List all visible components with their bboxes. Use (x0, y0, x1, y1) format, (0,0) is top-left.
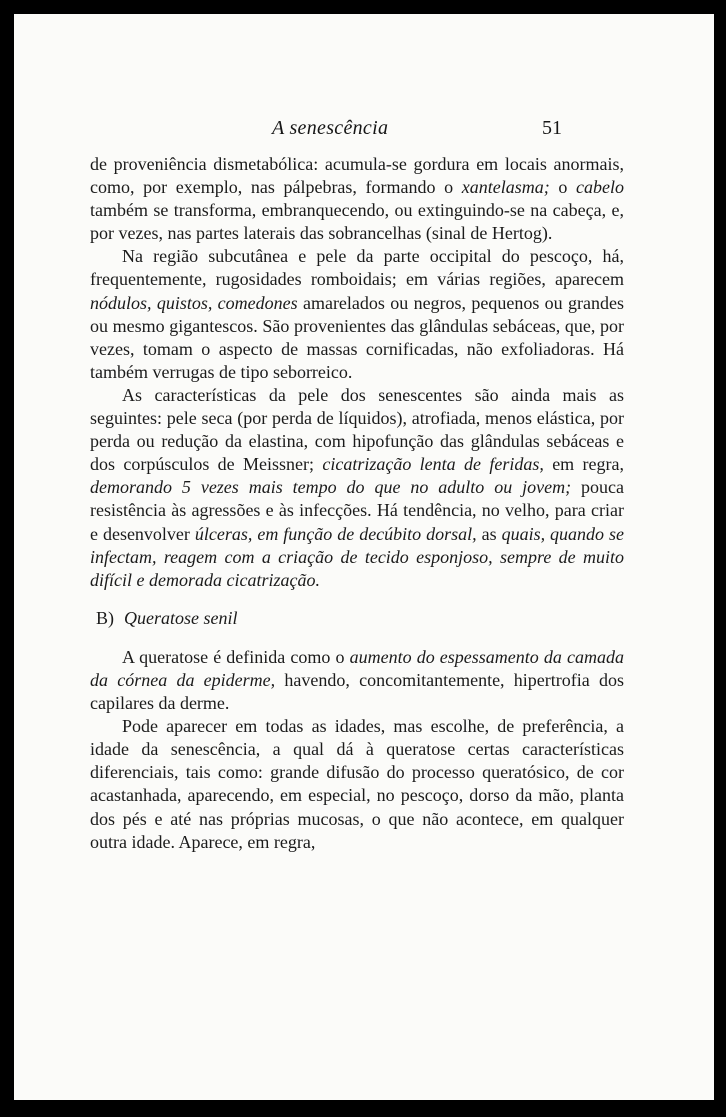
paragraph-5-text-1: Pode aparecer em todas as idades, mas escolhe, de preferência, a idade da senescência, a qual dá à queratose certas características diferenciais, tais como: grande difusão do processo queratósico, de cor acastanhada, aparecendo, em especial, no pescoço, dorso da mão, planta dos pés e até nas próprias mucosas, o que não acontece, em qualquer outra idade. Aparece, em regra, (90, 716, 624, 852)
body-text (90, 153, 624, 854)
paragraph-3-text-3: pouca resistência às agressões e às infecções. Há tendência, no velho, para criar e desenvolver (90, 477, 624, 544)
paragraph-3-italic-2: demorando 5 vezes mais tempo do que no adulto ou jovem; (90, 477, 572, 498)
paragraph-3-text-2: em regra, (543, 454, 624, 475)
paragraph-1-italic-2: cabelo (576, 177, 624, 198)
page-number: 51 (542, 117, 562, 139)
paragraph-3 (90, 384, 624, 592)
paragraph-2-italic-1: nódulos, quistos, comedones (90, 292, 298, 313)
paragraph-4-italic-1: aumento do espessamento da camada da córnea da epiderme, (90, 646, 624, 690)
paragraph-4-text-2: havendo, concomitantemente, hipertrofia dos capilares da derme. (90, 669, 624, 714)
paragraph-5 (90, 715, 624, 854)
paragraph-3-italic-1: cicatrização lenta de feridas, (322, 454, 544, 475)
paragraph-3-italic-3: úlceras, em função de decúbito dorsal, (194, 523, 477, 544)
paragraph-4 (90, 646, 624, 715)
page-header (14, 117, 714, 147)
paragraph-3-text-1: As características da pele dos senescentes são ainda mais as seguintes: pele seca (por perda de líquidos), atrofiada, menos elástica, por perda ou redução da elastina, com hipofunção das glândulas sebáceas e dos corpúsculos de Meissner; (90, 384, 624, 475)
paragraph-1-text-2: o (549, 177, 577, 198)
running-title: A senescência (272, 117, 389, 139)
paragraph-4-text-1: A queratose é definida como o (122, 646, 350, 667)
paragraph-1-text-1: de proveniência dismetabólica: acumula-se gordura em locais anormais, como, por exemplo, nas pálpebras, formando o (90, 154, 624, 198)
section-title: Queratose senil (124, 607, 238, 628)
paragraph-2-text-2: amarelados ou negros, pequenos ou grandes ou mesmo gigantescos. São provenientes das glândulas sebáceas, que, por vezes, tomam o aspecto de massas cornificadas, não exfoliadoras. Há também verrugas de tipo seborreico. (90, 292, 624, 382)
paragraph-2-text-1: Na região subcutânea e pele da parte occipital do pescoço, há, frequentemente, rugosidades romboidais; em várias regiões, aparecem (90, 246, 624, 290)
paragraph-3-text-4: as (476, 523, 502, 544)
section-heading (90, 607, 624, 630)
paragraph-2 (90, 245, 624, 384)
section-letter: B) (96, 607, 114, 628)
paragraph-1-text-3: também se transforma, embranquecendo, ou extinguindo-se na cabeça, e, por vezes, nas partes laterais das sobrancelhas (sinal de Hertog). (90, 200, 624, 244)
paragraph-1-italic-1: xantelasma; (461, 177, 550, 198)
paragraph-3-italic-4: quais, quando se infectam, reagem com a criação de tecido esponjoso, sempre de muito difícil e demorada cicatrização. (90, 523, 625, 590)
book-page (14, 14, 714, 1100)
paragraph-1 (90, 153, 624, 245)
